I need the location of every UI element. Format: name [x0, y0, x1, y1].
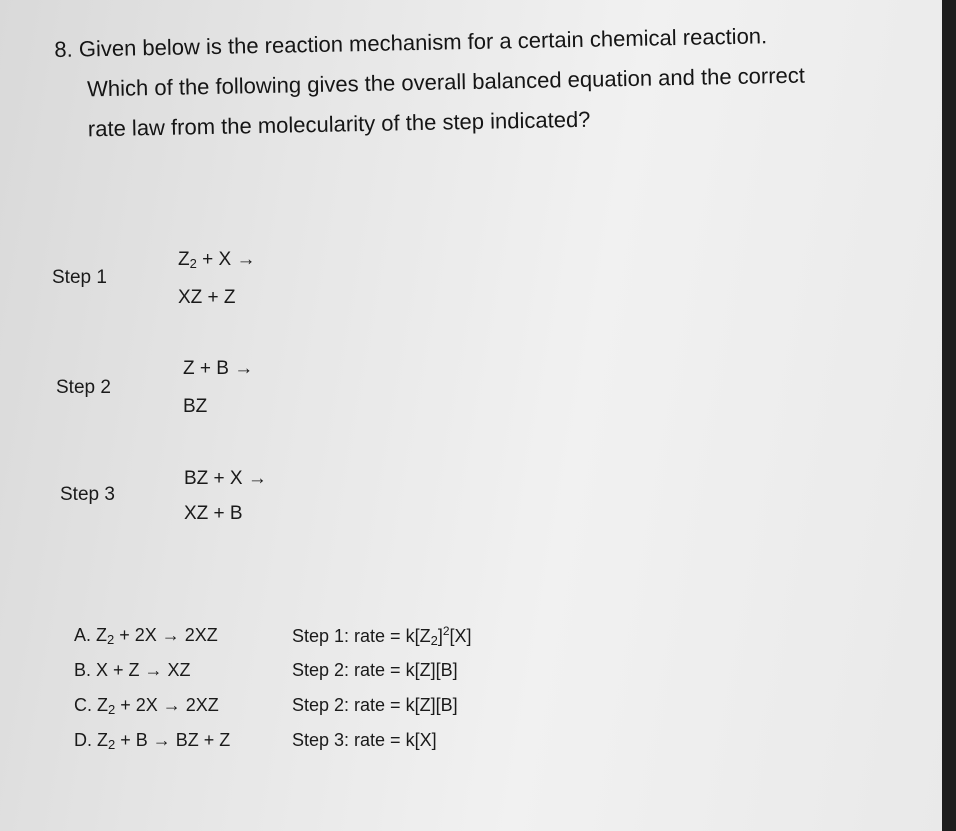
- option-d-equation: D. $Z_2 + B$ → BZ + Z: [74, 729, 231, 752]
- option-c-rate-law: Step 2: rate = k[Z][B]: [292, 695, 458, 715]
- step-1-products: XZ + Z: [178, 287, 236, 308]
- option-a[interactable]: [74, 618, 634, 653]
- step-2-products: BZ: [183, 396, 208, 417]
- question-line-3: rate law from the molecularity of the step indicated?: [87, 106, 591, 142]
- step-2-label: Step 2: [56, 377, 111, 398]
- option-a-rate-law: Step 1: rate = $k[Z_2]^2[X]$: [292, 623, 472, 648]
- question-line-2: Which of the following gives the overall balanced equation and the correct: [86, 62, 806, 102]
- step-1-label: Step 1: [52, 267, 107, 288]
- option-b[interactable]: [74, 653, 634, 688]
- answer-options: [74, 618, 634, 758]
- step-3-reactants: BZ + X →: [184, 468, 267, 489]
- option-b-rate-law: Step 2: rate = k[Z][B]: [292, 660, 458, 680]
- option-c[interactable]: [74, 688, 634, 723]
- step-3-products: XZ + B: [184, 503, 243, 524]
- step-1-reactants: $Z_2 + X$ →: [178, 249, 256, 271]
- question-line-1: 8. Given below is the reaction mechanism for a certain chemical reaction.: [54, 23, 768, 62]
- option-c-equation: C. $Z_2 + 2X \to 2XZ$: [74, 694, 219, 717]
- step-3-label: Step 3: [60, 484, 115, 505]
- step-2-reactants: Z + B →: [183, 358, 254, 379]
- option-d[interactable]: [74, 723, 634, 758]
- page-edge: [942, 0, 956, 831]
- question-text: [54, 13, 916, 149]
- option-d-rate-law: Step 3: rate = k[X]: [292, 730, 437, 750]
- option-a-equation: A. $Z_2 + 2X \to 2XZ$: [74, 624, 218, 647]
- option-b-equation: B. X + Z → XZ: [74, 660, 191, 680]
